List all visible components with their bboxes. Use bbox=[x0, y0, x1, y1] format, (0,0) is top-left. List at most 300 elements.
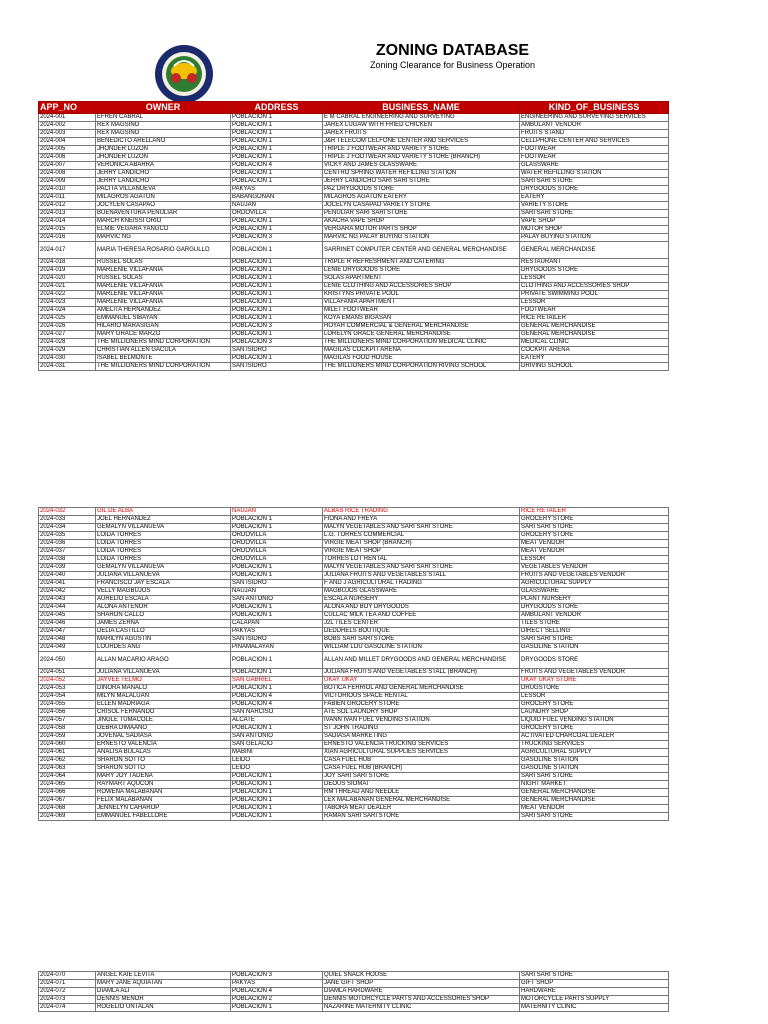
cell-app-no[interactable]: 2024-001 bbox=[39, 114, 96, 122]
cell-address[interactable]: POBLACION 1 bbox=[231, 797, 323, 805]
cell-business-name[interactable]: QUIEL SNACK HOUSE bbox=[323, 972, 520, 980]
cell-address[interactable]: CALAPAN bbox=[231, 620, 323, 628]
cell-kind-of-business[interactable]: MEAT VENDOR bbox=[520, 540, 669, 548]
cell-app-no[interactable]: 2024-043 bbox=[39, 596, 96, 604]
table-row[interactable] bbox=[39, 339, 669, 347]
cell-business-name[interactable]: E M CABRAL ENGINEERING AND SURVEYING bbox=[323, 114, 520, 122]
cell-app-no[interactable]: 2024-018 bbox=[39, 259, 96, 267]
cell-address[interactable]: SAN ANTONIO bbox=[231, 596, 323, 604]
cell-kind-of-business[interactable]: TILES STORE bbox=[520, 620, 669, 628]
cell-business-name[interactable]: TRIPLE J FOOTWEAR AND VARIETY STORE (BRANCH) bbox=[323, 154, 520, 162]
table-row[interactable] bbox=[39, 596, 669, 604]
cell-kind-of-business[interactable]: MATERNITY CLINIC bbox=[520, 1004, 669, 1012]
cell-address[interactable]: SAN ANTONIO bbox=[231, 733, 323, 741]
cell-owner[interactable]: ISABEL BELMONTE bbox=[96, 355, 231, 363]
cell-owner[interactable]: MARLENIE VILLAFANIA bbox=[96, 267, 231, 275]
cell-business-name[interactable]: JOCELYN CASAPAO VARIETY STORE bbox=[323, 202, 520, 210]
cell-address[interactable]: POBLACION 1 bbox=[231, 226, 323, 234]
cell-app-no[interactable]: 2024-049 bbox=[39, 644, 96, 652]
cell-address[interactable]: POBLACION 1 bbox=[231, 773, 323, 781]
cell-kind-of-business[interactable]: GASOLINE STATION bbox=[520, 765, 669, 773]
cell-business-name[interactable]: NAZARINE MATERNITY CLINIC bbox=[323, 1004, 520, 1012]
cell-app-no[interactable]: 2024-064 bbox=[39, 773, 96, 781]
cell-kind-of-business[interactable]: PLANT NURSERY bbox=[520, 596, 669, 604]
cell-business-name[interactable]: J&R TELECOM CELFONE CENTER AND SERVICES bbox=[323, 138, 520, 146]
cell-address[interactable]: POBLACION 1 bbox=[231, 154, 323, 162]
cell-address[interactable]: SAN ISIDRO bbox=[231, 363, 323, 371]
cell-app-no[interactable]: 2024-033 bbox=[39, 516, 96, 524]
cell-app-no[interactable]: 2024-074 bbox=[39, 1004, 96, 1012]
cell-address[interactable]: LEIDO bbox=[231, 757, 323, 765]
table-row[interactable] bbox=[39, 741, 669, 749]
cell-app-no[interactable]: 2024-056 bbox=[39, 709, 96, 717]
cell-business-name[interactable]: TORRES LOT RENTAL bbox=[323, 556, 520, 564]
cell-address[interactable]: PINAMALAYAN bbox=[231, 644, 323, 652]
cell-kind-of-business[interactable]: FOOTWEAR bbox=[520, 146, 669, 154]
cell-owner[interactable]: AMELITA HERNANDEZ bbox=[96, 307, 231, 315]
cell-app-no[interactable]: 2024-050 bbox=[39, 652, 96, 669]
cell-kind-of-business[interactable]: VAPE SHOP bbox=[520, 218, 669, 226]
cell-owner[interactable]: ROWENA MALABANAN bbox=[96, 789, 231, 797]
table-row[interactable] bbox=[39, 154, 669, 162]
cell-business-name[interactable]: UKAY UKAY bbox=[323, 677, 520, 685]
cell-kind-of-business[interactable]: AGRICULTURAL SUPPLY bbox=[520, 749, 669, 757]
cell-kind-of-business[interactable]: MEAT VENDOR bbox=[520, 548, 669, 556]
table-row[interactable] bbox=[39, 564, 669, 572]
cell-kind-of-business[interactable]: LAUNDRY SHOP bbox=[520, 709, 669, 717]
cell-business-name[interactable]: JULIANA FRUITS AND VEGETABLES STALL bbox=[323, 572, 520, 580]
cell-kind-of-business[interactable]: SARI SARI STORE bbox=[520, 636, 669, 644]
cell-address[interactable]: POBLACION 1 bbox=[231, 218, 323, 226]
cell-business-name[interactable]: SOLAS APARTMENT bbox=[323, 275, 520, 283]
table-row[interactable] bbox=[39, 226, 669, 234]
cell-owner[interactable]: JAMES ZERNA bbox=[96, 620, 231, 628]
column-header-kind-of-business[interactable]: KIND_OF_BUSINESS bbox=[520, 102, 669, 114]
cell-owner[interactable]: AURELIO ESCALA bbox=[96, 596, 231, 604]
cell-app-no[interactable]: 2024-069 bbox=[39, 813, 96, 821]
table-row[interactable] bbox=[39, 717, 669, 725]
table-row[interactable] bbox=[39, 331, 669, 339]
cell-owner[interactable]: VELLY MAGBUJOS bbox=[96, 588, 231, 596]
cell-address[interactable]: POBLACION 1 bbox=[231, 524, 323, 532]
table-row[interactable] bbox=[39, 628, 669, 636]
cell-address[interactable]: SAN ISIDRO bbox=[231, 636, 323, 644]
table-row[interactable] bbox=[39, 580, 669, 588]
cell-owner[interactable]: ALLAN MACARIO ARAGO bbox=[96, 652, 231, 669]
cell-owner[interactable]: MARLENIE VILLAFANIA bbox=[96, 283, 231, 291]
cell-owner[interactable]: ALONA ANTENOR bbox=[96, 604, 231, 612]
cell-kind-of-business[interactable]: COCKPIT ARENA bbox=[520, 347, 669, 355]
cell-address[interactable]: POBLACION 3 bbox=[231, 972, 323, 980]
cell-kind-of-business[interactable]: MOTORCYCLE PARTS SUPPLY bbox=[520, 996, 669, 1004]
cell-app-no[interactable]: 2024-021 bbox=[39, 283, 96, 291]
table-row[interactable] bbox=[39, 299, 669, 307]
cell-kind-of-business[interactable]: GROCERY STORE bbox=[520, 701, 669, 709]
cell-app-no[interactable]: 2024-057 bbox=[39, 717, 96, 725]
table-row[interactable] bbox=[39, 789, 669, 797]
cell-address[interactable]: MABINI bbox=[231, 749, 323, 757]
cell-address[interactable]: POBLACION 4 bbox=[231, 162, 323, 170]
cell-address[interactable]: POBLACION 1 bbox=[231, 170, 323, 178]
cell-owner[interactable]: LOIDA TORRES bbox=[96, 548, 231, 556]
cell-owner[interactable]: GEMALYN VILLANUEVA bbox=[96, 524, 231, 532]
cell-business-name[interactable]: AKACHA VAPE SHOP bbox=[323, 218, 520, 226]
cell-owner[interactable]: DINORA MANALO bbox=[96, 685, 231, 693]
cell-business-name[interactable]: XIAN AGRICULTURAL SUPPLIES SERVICES bbox=[323, 749, 520, 757]
cell-kind-of-business[interactable]: FOOTWEAR bbox=[520, 154, 669, 162]
cell-owner[interactable]: ANALISA BULALAS bbox=[96, 749, 231, 757]
table-row[interactable] bbox=[39, 797, 669, 805]
table-row[interactable] bbox=[39, 267, 669, 275]
cell-kind-of-business[interactable]: SARI SARI STORE bbox=[520, 524, 669, 532]
table-row[interactable] bbox=[39, 685, 669, 693]
table-row[interactable] bbox=[39, 259, 669, 267]
cell-kind-of-business[interactable]: MEAT VENDOR bbox=[520, 805, 669, 813]
table-row[interactable] bbox=[39, 781, 669, 789]
cell-app-no[interactable]: 2024-041 bbox=[39, 580, 96, 588]
cell-business-name[interactable]: BOBS SARI SARI STORE bbox=[323, 636, 520, 644]
cell-app-no[interactable]: 2024-013 bbox=[39, 210, 96, 218]
cell-business-name[interactable]: DEDDHELS BOUTIQUE bbox=[323, 628, 520, 636]
cell-address[interactable]: POBLACION 3 bbox=[231, 339, 323, 347]
cell-address[interactable]: POBLACION 1 bbox=[231, 307, 323, 315]
table-row[interactable] bbox=[39, 620, 669, 628]
table-row[interactable] bbox=[39, 218, 669, 226]
cell-address[interactable]: POBLACION 4 bbox=[231, 988, 323, 996]
cell-kind-of-business[interactable]: DRYGOODS STORE bbox=[520, 267, 669, 275]
table-row[interactable] bbox=[39, 548, 669, 556]
cell-address[interactable]: POBLACION 1 bbox=[231, 652, 323, 669]
cell-business-name[interactable]: DIAMLA HARDWARE bbox=[323, 988, 520, 996]
cell-app-no[interactable]: 2024-061 bbox=[39, 749, 96, 757]
cell-business-name[interactable]: VICKY AND JAMES GLASSWARE bbox=[323, 162, 520, 170]
cell-app-no[interactable]: 2024-017 bbox=[39, 242, 96, 259]
cell-kind-of-business[interactable]: VEGETABLES VENDOR bbox=[520, 564, 669, 572]
cell-owner[interactable]: ERNESTO VALENCIA bbox=[96, 741, 231, 749]
cell-kind-of-business[interactable]: FOOTWEAR bbox=[520, 307, 669, 315]
cell-address[interactable]: PAKYAS bbox=[231, 628, 323, 636]
table-row[interactable] bbox=[39, 363, 669, 371]
cell-owner[interactable]: JOCYLEN CASAPAO bbox=[96, 202, 231, 210]
cell-business-name[interactable]: JERRY LANDICHO SARI SARI STORE bbox=[323, 178, 520, 186]
cell-owner[interactable]: JHONDER LUZON bbox=[96, 146, 231, 154]
cell-app-no[interactable]: 2024-019 bbox=[39, 267, 96, 275]
cell-kind-of-business[interactable]: LESSOR bbox=[520, 275, 669, 283]
table-row[interactable] bbox=[39, 988, 669, 996]
cell-address[interactable]: PAKYAS bbox=[231, 980, 323, 988]
cell-address[interactable]: ORDOVILLA bbox=[231, 556, 323, 564]
table-row[interactable] bbox=[39, 725, 669, 733]
cell-business-name[interactable]: LORELYN GRACE GENERAL MERCHANDISE bbox=[323, 331, 520, 339]
table-row[interactable] bbox=[39, 813, 669, 821]
cell-kind-of-business[interactable]: MEDICAL CLINIC bbox=[520, 339, 669, 347]
cell-app-no[interactable]: 2024-035 bbox=[39, 532, 96, 540]
cell-app-no[interactable]: 2024-015 bbox=[39, 226, 96, 234]
cell-business-name[interactable]: KRISTYNS PRIVATE POOL bbox=[323, 291, 520, 299]
cell-owner[interactable]: JHONDER LUZON bbox=[96, 154, 231, 162]
cell-business-name[interactable]: FIONA AND FREYA bbox=[323, 516, 520, 524]
cell-owner[interactable]: LOIDA TORRES bbox=[96, 556, 231, 564]
cell-kind-of-business[interactable]: EATERY bbox=[520, 194, 669, 202]
cell-address[interactable]: SAN GELACIO bbox=[231, 741, 323, 749]
cell-app-no[interactable]: 2024-046 bbox=[39, 620, 96, 628]
cell-business-name[interactable]: PAZ DRYGOODS STORE bbox=[323, 186, 520, 194]
cell-business-name[interactable]: MALYN VEGETABLES AND SARI SARI STORE bbox=[323, 524, 520, 532]
table-row[interactable] bbox=[39, 234, 669, 242]
cell-address[interactable]: SAN NARCISO bbox=[231, 709, 323, 717]
cell-address[interactable]: POBLACION 1 bbox=[231, 299, 323, 307]
cell-address[interactable]: POBLACION 1 bbox=[231, 130, 323, 138]
cell-kind-of-business[interactable]: AMBULANT VENDOR bbox=[520, 122, 669, 130]
cell-owner[interactable]: CHRISTIAN ALLEN GACULA bbox=[96, 347, 231, 355]
table-row[interactable] bbox=[39, 516, 669, 524]
cell-business-name[interactable]: MILAGROS AGATON EATERY bbox=[323, 194, 520, 202]
cell-address[interactable]: POBLACION 1 bbox=[231, 283, 323, 291]
table-row[interactable] bbox=[39, 677, 669, 685]
cell-app-no[interactable]: 2024-036 bbox=[39, 540, 96, 548]
cell-address[interactable]: ORDOVILLA bbox=[231, 540, 323, 548]
cell-owner[interactable]: MARILYN AGUSTIN bbox=[96, 636, 231, 644]
table-row[interactable] bbox=[39, 524, 669, 532]
table-row[interactable] bbox=[39, 130, 669, 138]
cell-business-name[interactable]: FABIEN GROCERY STORE bbox=[323, 701, 520, 709]
table-row[interactable] bbox=[39, 805, 669, 813]
cell-app-no[interactable]: 2024-008 bbox=[39, 170, 96, 178]
cell-owner[interactable]: SHARON SOTTO bbox=[96, 765, 231, 773]
column-header-address[interactable]: ADDRESS bbox=[231, 102, 323, 114]
cell-kind-of-business[interactable]: GROCERY STORE bbox=[520, 725, 669, 733]
cell-app-no[interactable]: 2024-068 bbox=[39, 805, 96, 813]
table-row[interactable] bbox=[39, 122, 669, 130]
cell-app-no[interactable]: 2024-004 bbox=[39, 138, 96, 146]
table-row[interactable] bbox=[39, 242, 669, 259]
cell-business-name[interactable]: CASA FUEL HUB (BRANCH) bbox=[323, 765, 520, 773]
cell-app-no[interactable]: 2024-054 bbox=[39, 693, 96, 701]
cell-kind-of-business[interactable]: ACTIVATED CHARCOAL DEALER bbox=[520, 733, 669, 741]
cell-business-name[interactable]: TABORA MEAT DEALER bbox=[323, 805, 520, 813]
cell-address[interactable]: POBLACION 1 bbox=[231, 114, 323, 122]
table-row[interactable] bbox=[39, 669, 669, 677]
cell-owner[interactable]: REX MAGSINO bbox=[96, 130, 231, 138]
cell-business-name[interactable]: ST JOHN TRADING bbox=[323, 725, 520, 733]
cell-app-no[interactable]: 2024-022 bbox=[39, 291, 96, 299]
cell-kind-of-business[interactable]: FRUITS AND VEGETABLES VENDOR bbox=[520, 572, 669, 580]
cell-app-no[interactable]: 2024-048 bbox=[39, 636, 96, 644]
cell-app-no[interactable]: 2024-055 bbox=[39, 701, 96, 709]
cell-owner[interactable]: GIL DE ALBA bbox=[96, 508, 231, 516]
cell-owner[interactable]: CRISOL FERNANDO bbox=[96, 709, 231, 717]
cell-app-no[interactable]: 2024-073 bbox=[39, 996, 96, 1004]
cell-address[interactable]: POBLACION 1 bbox=[231, 355, 323, 363]
cell-app-no[interactable]: 2024-029 bbox=[39, 347, 96, 355]
cell-business-name[interactable]: MAGILAS FOOD HOUSE bbox=[323, 355, 520, 363]
cell-owner[interactable]: DENNIS MENOR bbox=[96, 996, 231, 1004]
cell-app-no[interactable]: 2024-030 bbox=[39, 355, 96, 363]
table-row[interactable] bbox=[39, 612, 669, 620]
cell-owner[interactable]: MILAGROS AGATON bbox=[96, 194, 231, 202]
cell-business-name[interactable]: MALYN VEGETABLES AND SARI SARI STORE bbox=[323, 564, 520, 572]
cell-business-name[interactable]: JULIANA FRUITS AND VEGETABLES STALL (BRANCH) bbox=[323, 669, 520, 677]
cell-business-name[interactable]: ERNESTO VALENCIA TRUCKING SERVICES bbox=[323, 741, 520, 749]
cell-app-no[interactable]: 2024-039 bbox=[39, 564, 96, 572]
cell-owner[interactable]: JAYVEE TELMO bbox=[96, 677, 231, 685]
cell-address[interactable]: POBLACION 4 bbox=[231, 701, 323, 709]
cell-address[interactable]: PAKYAS bbox=[231, 186, 323, 194]
cell-kind-of-business[interactable]: FRUITS AND VEGETABLES VENDOR bbox=[520, 669, 669, 677]
cell-app-no[interactable]: 2024-038 bbox=[39, 556, 96, 564]
table-row[interactable] bbox=[39, 315, 669, 323]
cell-business-name[interactable]: RAMAN SARI SARI STORE bbox=[323, 813, 520, 821]
cell-business-name[interactable]: ATE SOL LAUNDRY SHOP bbox=[323, 709, 520, 717]
cell-business-name[interactable]: TRIPLE R REFRESHMENT AND CATERING bbox=[323, 259, 520, 267]
cell-business-name[interactable]: DENNIS MOTORCYCLE PARTS AND ACCESSORIES SHOP bbox=[323, 996, 520, 1004]
cell-address[interactable]: POBLACION 1 bbox=[231, 291, 323, 299]
cell-address[interactable]: ORDOVILLA bbox=[231, 548, 323, 556]
table-row[interactable] bbox=[39, 138, 669, 146]
cell-business-name[interactable]: VILLAFANIA APARTMENT bbox=[323, 299, 520, 307]
cell-owner[interactable]: DELIA CASTILLO bbox=[96, 628, 231, 636]
table-row[interactable] bbox=[39, 749, 669, 757]
cell-app-no[interactable]: 2024-005 bbox=[39, 146, 96, 154]
cell-app-no[interactable]: 2024-053 bbox=[39, 685, 96, 693]
table-row[interactable] bbox=[39, 693, 669, 701]
cell-app-no[interactable]: 2024-060 bbox=[39, 741, 96, 749]
cell-kind-of-business[interactable]: AMBULANT VENDOR bbox=[520, 612, 669, 620]
cell-app-no[interactable]: 2024-014 bbox=[39, 218, 96, 226]
cell-app-no[interactable]: 2024-067 bbox=[39, 797, 96, 805]
table-row[interactable] bbox=[39, 588, 669, 596]
cell-owner[interactable]: DEBRA DIMAANO bbox=[96, 725, 231, 733]
cell-business-name[interactable]: TRIPLE J FOOTWEAR AND VARIETY STORE bbox=[323, 146, 520, 154]
cell-owner[interactable]: GEMALYN VILLANUEVA bbox=[96, 564, 231, 572]
cell-address[interactable]: POBLACION 1 bbox=[231, 267, 323, 275]
cell-business-name[interactable]: L.G. TORRES COMMERCIAL bbox=[323, 532, 520, 540]
cell-address[interactable]: POBLACION 1 bbox=[231, 259, 323, 267]
table-row[interactable] bbox=[39, 757, 669, 765]
cell-owner[interactable]: PACITA VILLANUEVA bbox=[96, 186, 231, 194]
cell-owner[interactable]: JERRY LANDICHO bbox=[96, 178, 231, 186]
cell-app-no[interactable]: 2024-026 bbox=[39, 323, 96, 331]
cell-kind-of-business[interactable]: DRYGOODS STORE bbox=[520, 186, 669, 194]
cell-owner[interactable]: MARLENIE VILLAFANIA bbox=[96, 291, 231, 299]
cell-business-name[interactable]: VERGARA MOTOR PARTS SHOP bbox=[323, 226, 520, 234]
cell-owner[interactable]: MARY GRACE MARZO bbox=[96, 331, 231, 339]
cell-business-name[interactable]: KOYA EMANS BIGASAN bbox=[323, 315, 520, 323]
cell-address[interactable]: SAN GABRIEL bbox=[231, 677, 323, 685]
cell-app-no[interactable]: 2024-072 bbox=[39, 988, 96, 996]
cell-kind-of-business[interactable]: CELLPHONE CENTER AND SERVICES bbox=[520, 138, 669, 146]
cell-address[interactable]: POBLACION 1 bbox=[231, 331, 323, 339]
cell-kind-of-business[interactable]: DRIVING SCHOOL bbox=[520, 363, 669, 371]
cell-owner[interactable]: MARVIC NG bbox=[96, 234, 231, 242]
cell-kind-of-business[interactable]: EATERY bbox=[520, 355, 669, 363]
cell-owner[interactable]: THE MILLIONERS MIND CORPORATION bbox=[96, 339, 231, 347]
cell-owner[interactable]: MARLENIE VILLAFANIA bbox=[96, 299, 231, 307]
cell-kind-of-business[interactable]: DRYGOODS STORE bbox=[520, 604, 669, 612]
cell-app-no[interactable]: 2024-032 bbox=[39, 508, 96, 516]
table-row[interactable] bbox=[39, 652, 669, 669]
cell-business-name[interactable]: MARVIC NG PALAY BUYING STATION bbox=[323, 234, 520, 242]
cell-kind-of-business[interactable]: GROCERY STORE bbox=[520, 516, 669, 524]
cell-kind-of-business[interactable]: GENERAL MERCHANDISE bbox=[520, 789, 669, 797]
cell-business-name[interactable]: CENTRO SPRING WATER REFILLING STATION bbox=[323, 170, 520, 178]
cell-address[interactable]: POBLACION 1 bbox=[231, 516, 323, 524]
cell-kind-of-business[interactable]: DRYGOODS STORE bbox=[520, 652, 669, 669]
table-row[interactable] bbox=[39, 1004, 669, 1012]
cell-owner[interactable]: BENEDICTO ARELLANO bbox=[96, 138, 231, 146]
cell-owner[interactable]: FELIX MALABANAN bbox=[96, 797, 231, 805]
table-row[interactable] bbox=[39, 355, 669, 363]
cell-business-name[interactable]: RM THREAD AND NEEDLE bbox=[323, 789, 520, 797]
table-row[interactable] bbox=[39, 765, 669, 773]
cell-address[interactable]: POBLACION 1 bbox=[231, 315, 323, 323]
cell-business-name[interactable]: LENIE DRYGOODS STORE bbox=[323, 267, 520, 275]
cell-kind-of-business[interactable]: GENERAL MERCHANDISE bbox=[520, 323, 669, 331]
cell-kind-of-business[interactable]: DIRECT SELLING bbox=[520, 628, 669, 636]
cell-address[interactable]: POBLACION 1 bbox=[231, 572, 323, 580]
cell-address[interactable]: POBLACION 1 bbox=[231, 612, 323, 620]
cell-address[interactable]: POBLACION 1 bbox=[231, 138, 323, 146]
table-row[interactable] bbox=[39, 114, 669, 122]
table-row[interactable] bbox=[39, 307, 669, 315]
cell-app-no[interactable]: 2024-071 bbox=[39, 980, 96, 988]
cell-address[interactable]: ORDOVILLA bbox=[231, 532, 323, 540]
table-row[interactable] bbox=[39, 291, 669, 299]
table-row[interactable] bbox=[39, 733, 669, 741]
table-row[interactable] bbox=[39, 701, 669, 709]
cell-kind-of-business[interactable]: NIGHT MARKET bbox=[520, 781, 669, 789]
cell-business-name[interactable]: MILET FOOTWEAR bbox=[323, 307, 520, 315]
cell-kind-of-business[interactable]: MOTOR SHOP bbox=[520, 226, 669, 234]
cell-app-no[interactable]: 2024-037 bbox=[39, 548, 96, 556]
table-row[interactable] bbox=[39, 508, 669, 516]
cell-business-name[interactable]: VICTORIOUS SPACE RENTAL bbox=[323, 693, 520, 701]
cell-business-name[interactable]: JOY SARI SARI STORE bbox=[323, 773, 520, 781]
cell-business-name[interactable]: ALONA AND BOY DRYGOODS bbox=[323, 604, 520, 612]
cell-kind-of-business[interactable]: SARI SARI STORE bbox=[520, 210, 669, 218]
cell-app-no[interactable]: 2024-042 bbox=[39, 588, 96, 596]
cell-owner[interactable]: JENNELYN CAHAROP bbox=[96, 805, 231, 813]
cell-kind-of-business[interactable]: AGRICULTURAL SUPPLY bbox=[520, 580, 669, 588]
cell-owner[interactable]: JERRY LANDICHO bbox=[96, 170, 231, 178]
table-row[interactable] bbox=[39, 980, 669, 988]
cell-business-name[interactable]: WILLIAM LOU GASOLINE STATION bbox=[323, 644, 520, 652]
cell-kind-of-business[interactable]: GENERAL MERCHANDISE bbox=[520, 242, 669, 259]
cell-business-name[interactable]: J2L TILES CENTER bbox=[323, 620, 520, 628]
cell-owner[interactable]: MARY JANE AQUIATAN bbox=[96, 980, 231, 988]
table-row[interactable] bbox=[39, 972, 669, 980]
cell-business-name[interactable]: LEX MALABANAN GENERAL MERCHANDISE bbox=[323, 797, 520, 805]
cell-address[interactable]: NAUJAN bbox=[231, 588, 323, 596]
cell-address[interactable]: NAUJAN bbox=[231, 202, 323, 210]
cell-business-name[interactable]: CASA FUEL HUB bbox=[323, 757, 520, 765]
table-row[interactable] bbox=[39, 194, 669, 202]
cell-address[interactable]: POBLACION 1 bbox=[231, 805, 323, 813]
cell-kind-of-business[interactable]: SARI SARI STORE bbox=[520, 178, 669, 186]
cell-owner[interactable]: REX MAGSINO bbox=[96, 122, 231, 130]
table-row[interactable] bbox=[39, 347, 669, 355]
table-row[interactable] bbox=[39, 556, 669, 564]
cell-owner[interactable]: MARCH KNEISSI ORIO bbox=[96, 218, 231, 226]
cell-kind-of-business[interactable]: RESTAURANT bbox=[520, 259, 669, 267]
cell-app-no[interactable]: 2024-016 bbox=[39, 234, 96, 242]
cell-app-no[interactable]: 2024-047 bbox=[39, 628, 96, 636]
cell-app-no[interactable]: 2024-052 bbox=[39, 677, 96, 685]
cell-address[interactable]: POBLACION 1 bbox=[231, 275, 323, 283]
cell-owner[interactable]: RUSSEL SOLAS bbox=[96, 259, 231, 267]
cell-business-name[interactable]: JANE GIFT SHOP bbox=[323, 980, 520, 988]
cell-business-name[interactable]: MAGBUJOS GLASSWARE bbox=[323, 588, 520, 596]
